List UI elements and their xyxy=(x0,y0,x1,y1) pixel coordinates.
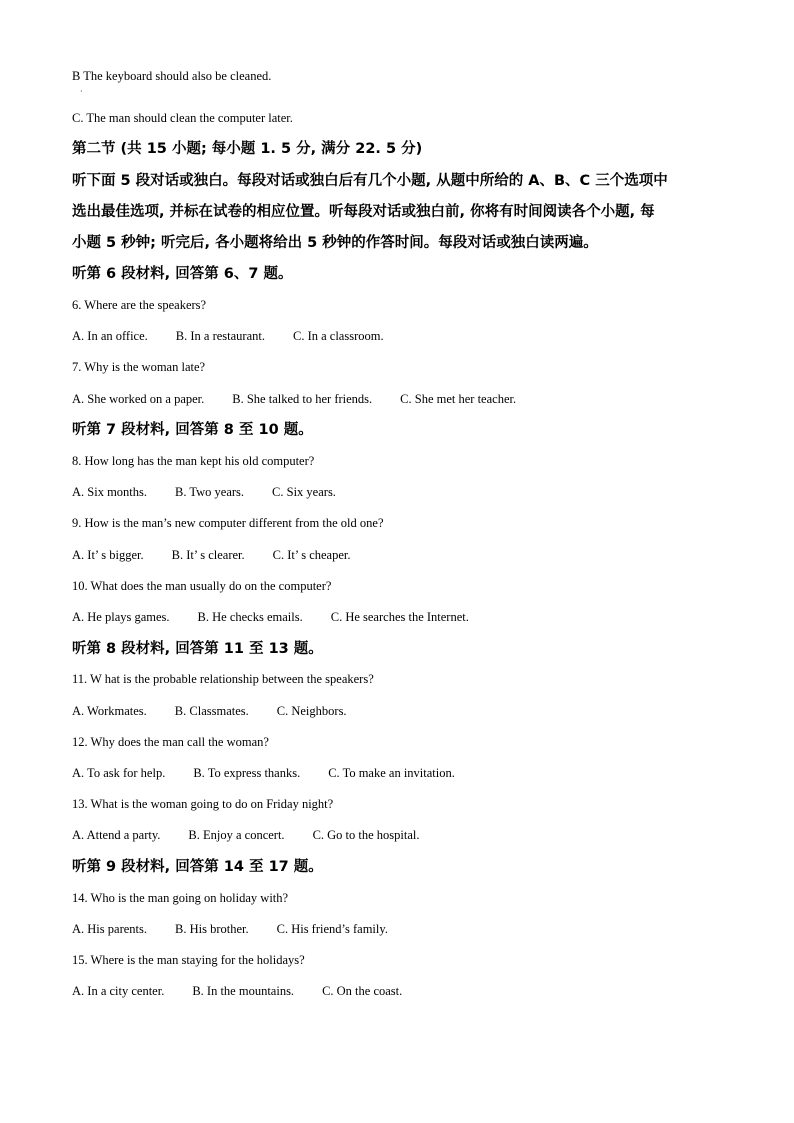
segment-6-heading: 听第 6 段材料, 回答第 6、7 题。 xyxy=(72,266,293,282)
options-12 xyxy=(72,765,483,781)
options-7 xyxy=(72,391,544,407)
option-15c: C. On the coast. xyxy=(322,984,403,998)
options-11 xyxy=(72,703,375,719)
option-8b: B. Two years. xyxy=(175,485,245,499)
option-9a: A. It’ s bigger. xyxy=(72,548,144,562)
option-11c: C. Neighbors. xyxy=(276,704,347,718)
options-9 xyxy=(72,547,379,563)
option-9b: B. It’ s clearer. xyxy=(171,548,245,562)
option-12a: A. To ask for help. xyxy=(72,766,166,780)
options-10 xyxy=(72,609,497,625)
option-13c: C. Go to the hospital. xyxy=(312,828,420,842)
option-7c: C. She met her teacher. xyxy=(400,392,517,406)
instructions-line-2: 选出最佳选项, 并标在试卷的相应位置。听每段对话或独白前, 你将有时间阅读各个小题, 每 xyxy=(72,204,655,220)
option-14a: A. His parents. xyxy=(72,922,147,936)
question-11: 11. W hat is the probable relationship between the speakers? xyxy=(72,672,374,686)
option-15b: B. In the mountains. xyxy=(192,984,295,998)
question-9: 9. How is the man’s new computer different from the old one? xyxy=(72,516,384,530)
options-13 xyxy=(72,827,448,843)
question-6: 6. Where are the speakers? xyxy=(72,298,207,312)
question-15: 15. Where is the man staying for the holidays? xyxy=(72,953,305,967)
section-heading: 第二节 (共 15 小题; 每小题 1. 5 分, 满分 22. 5 分) xyxy=(72,141,423,157)
segment-9-heading: 听第 9 段材料, 回答第 14 至 17 题。 xyxy=(72,859,323,875)
instructions-line-3: 小题 5 秒钟; 听完后, 各小题将给出 5 秒钟的作答时间。每段对话或独白读两遍。 xyxy=(72,235,598,251)
option-12c: C. To make an invitation. xyxy=(328,766,455,780)
option-7a: A. She worked on a paper. xyxy=(72,392,205,406)
options-14 xyxy=(72,921,416,937)
question-10: 10. What does the man usually do on the computer? xyxy=(72,579,332,593)
question-14: 14. Who is the man going on holiday with? xyxy=(72,891,289,905)
option-14c: C. His friend’s family. xyxy=(276,922,388,936)
segment-7-heading: 听第 7 段材料, 回答第 8 至 10 题。 xyxy=(72,422,313,438)
question-13: 13. What is the woman going to do on Friday night? xyxy=(72,797,334,811)
option-9c: C. It’ s cheaper. xyxy=(272,548,351,562)
option-8c: C. Six years. xyxy=(272,485,336,499)
options-8 xyxy=(72,484,364,500)
options-15 xyxy=(72,983,430,999)
option-15a: A. In a city center. xyxy=(72,984,165,998)
option-8a: A. Six months. xyxy=(72,485,148,499)
segment-8-heading: 听第 8 段材料, 回答第 11 至 13 题。 xyxy=(72,641,323,657)
question-8: 8. How long has the man kept his old computer? xyxy=(72,454,315,468)
options-6 xyxy=(72,328,412,344)
instructions-line-1: 听下面 5 段对话或独白。每段对话或独白后有几个小题, 从题中所给的 A、B、C 三个选项中 xyxy=(72,173,668,189)
option-6b: B. In a restaurant. xyxy=(175,329,265,343)
option-c-clean-later: C. The man should clean the computer later. xyxy=(72,111,293,125)
stray-dot: · xyxy=(80,87,83,96)
option-12b: B. To express thanks. xyxy=(193,766,301,780)
option-14b: B. His brother. xyxy=(175,922,249,936)
option-11a: A. Workmates. xyxy=(72,704,147,718)
option-6c: C. In a classroom. xyxy=(292,329,384,343)
option-10a: A. He plays games. xyxy=(72,610,170,624)
option-b-keyboard: B The keyboard should also be cleaned. xyxy=(72,69,272,83)
option-13b: B. Enjoy a concert. xyxy=(188,828,285,842)
question-12: 12. Why does the man call the woman? xyxy=(72,735,269,749)
option-10c: C. He searches the Internet. xyxy=(330,610,469,624)
option-7b: B. She talked to her friends. xyxy=(232,392,373,406)
option-10b: B. He checks emails. xyxy=(197,610,303,624)
option-6a: A. In an office. xyxy=(72,329,148,343)
option-11b: B. Classmates. xyxy=(174,704,249,718)
question-7: 7. Why is the woman late? xyxy=(72,360,206,374)
option-13a: A. Attend a party. xyxy=(72,828,161,842)
